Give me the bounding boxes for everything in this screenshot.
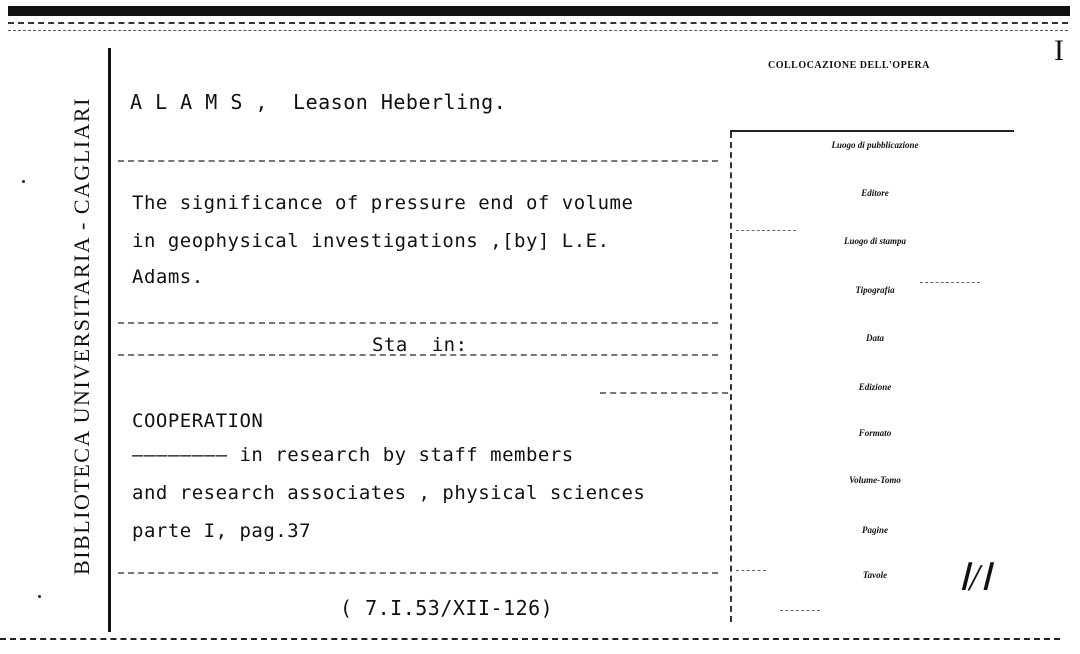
top-border-dashed-thin (8, 30, 1068, 31)
left-margin-rule (108, 48, 111, 632)
separator-line (118, 572, 718, 574)
source-line: parte I, pag.37 (132, 520, 312, 542)
field-label: Formato (858, 428, 892, 438)
field-label: Data (866, 333, 884, 343)
collocation-header: COLLOCAZIONE DELL'OPERA (768, 60, 930, 71)
field-label: Editore (861, 188, 889, 198)
field-tick (736, 570, 766, 571)
field-label: Luogo di stampa (843, 236, 906, 246)
separator-line (118, 160, 718, 162)
separator-line (118, 354, 718, 356)
in-label: Sta in: (372, 334, 468, 356)
title-line: in geophysical investigations ,[by] L.E. (132, 230, 610, 252)
hole-dot (22, 180, 25, 183)
field-label: Pagine (862, 525, 888, 535)
hole-dot (38, 595, 41, 598)
field-label: Volume-Tomo (849, 475, 901, 485)
field-label: Tavole (862, 570, 888, 580)
field-label: Luogo di pubblicazione (831, 140, 919, 150)
source-line: and research associates , physical sciences (132, 482, 646, 504)
field-label: Tipografia (855, 285, 895, 295)
right-box-top-border (730, 130, 1014, 132)
separator-line (600, 392, 728, 394)
library-vertical-label: BIBLIOTECA UNIVERSITARIA - CAGLIARI (69, 97, 94, 575)
field-tick (736, 230, 796, 231)
title-line: The significance of pressure end of volume (132, 192, 634, 214)
shelf-mark: I (1054, 34, 1064, 67)
handwritten-mark: Ⅰ/Ⅰ (958, 557, 991, 599)
source-line: COOPERATION (132, 410, 264, 432)
author-heading: A L A M S , Leason Heberling. (130, 90, 507, 114)
bottom-border (0, 638, 1060, 640)
field-label: Edizione (858, 382, 892, 392)
source-line: ———————— in research by staff members (132, 444, 574, 466)
right-box-left-border (730, 132, 732, 622)
title-line: Adams. (132, 266, 204, 288)
field-tick (920, 282, 980, 283)
field-tick (780, 610, 820, 611)
top-border-dashed (8, 22, 1068, 24)
separator-line (118, 322, 718, 324)
top-border-band (8, 6, 1070, 16)
accession-number: ( 7.I.53/XII-126) (340, 596, 554, 620)
